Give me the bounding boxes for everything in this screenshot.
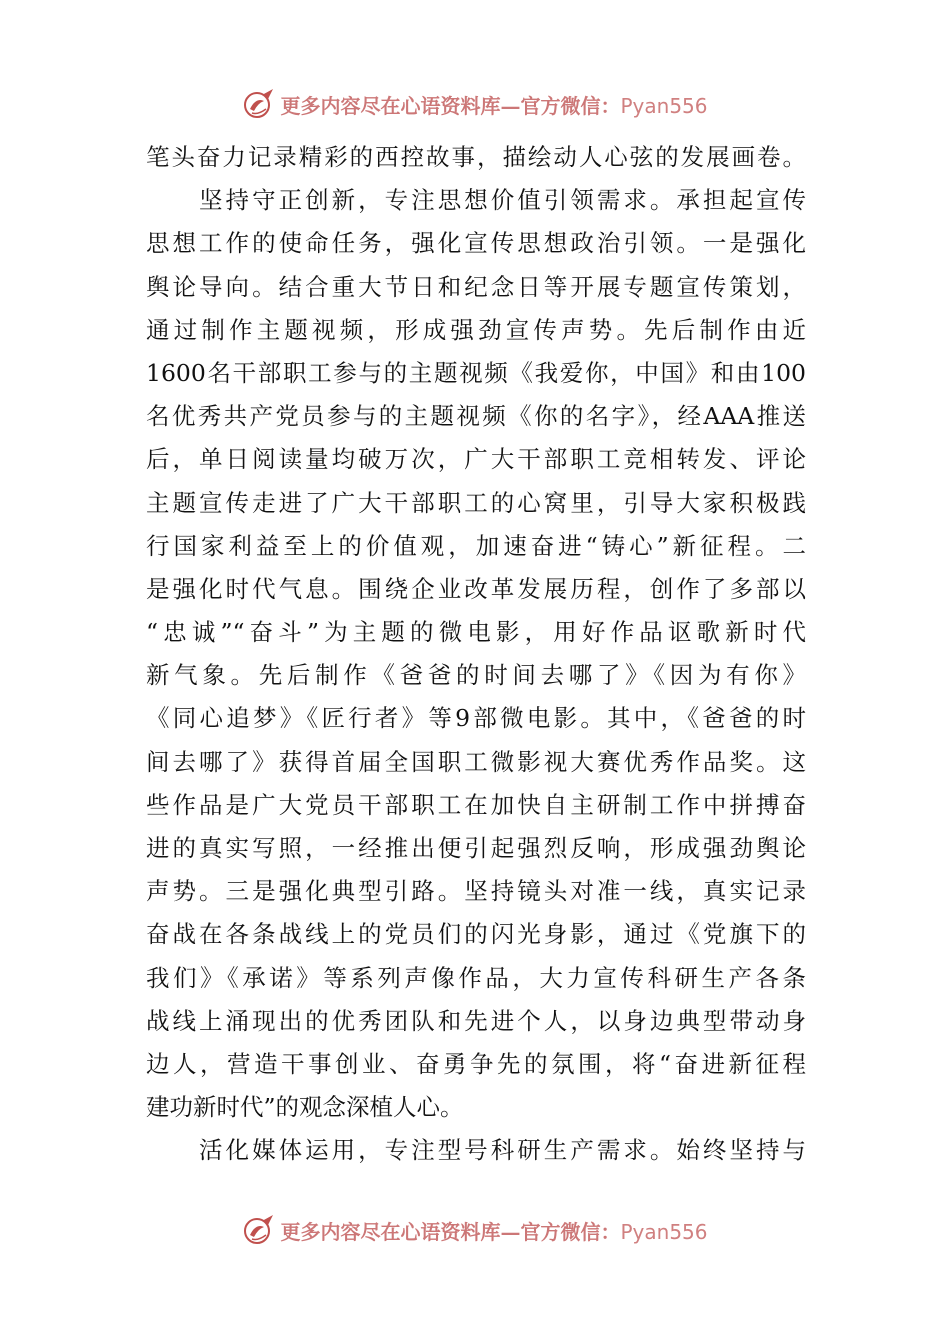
- text-line: 通过制作主题视频，形成强劲宣传声势。先后制作由近: [146, 315, 806, 344]
- text-line: 战线上涌现出的优秀团队和先进个人，以身边典型带动身: [146, 1006, 806, 1035]
- pen-logo-icon: [242, 1213, 276, 1247]
- watermark-separator: —: [500, 93, 521, 118]
- text-line: 新气象。先后制作《爸爸的时间去哪了》《因为有你》: [146, 661, 806, 690]
- watermark-text: [280, 90, 707, 119]
- header-watermark-banner: [0, 84, 950, 124]
- watermark-site-text: 更多内容尽在心语资料库: [280, 93, 501, 118]
- text-line: “忠诚”“奋斗”为主题的微电影，用好作品讴歌新时代: [146, 618, 806, 647]
- watermark-wechat-id: Pyan556: [620, 93, 708, 118]
- watermark-separator: —: [500, 1219, 521, 1244]
- text-line: 声势。三是强化典型引路。坚持镜头对准一线，真实记录: [146, 877, 806, 906]
- pen-logo-icon: [242, 87, 276, 121]
- text-line: 《同心追梦》《匠行者》等9部微电影。其中，《爸爸的时: [146, 704, 806, 733]
- text-line: 舆论导向。结合重大节日和纪念日等开展专题宣传策划，: [146, 272, 806, 301]
- text-line: 建功新时代”的观念深植人心。: [146, 1093, 464, 1122]
- text-line: 些作品是广大党员干部职工在加快自主研制工作中拼搏奋: [146, 790, 806, 819]
- text-line: 笔头奋力记录精彩的西控故事，描绘动人心弦的发展画卷。: [146, 143, 806, 171]
- text-line: 后，单日阅读量均破万次，广大干部职工竞相转发、评论: [146, 445, 806, 474]
- text-line: 思想工作的使命任务，强化宣传思想政治引领。一是强化: [146, 229, 806, 258]
- text-line: 坚持守正创新，专注思想价值引领需求。承担起宣传: [146, 186, 806, 215]
- text-line: 1600名干部职工参与的主题视频《我爱你，中国》和由100: [146, 358, 806, 387]
- text-line: 奋战在各条战线上的党员们的闪光身影，通过《党旗下的: [146, 920, 806, 949]
- text-line: 名优秀共产党员参与的主题视频《你的名字》，经AAA推送: [146, 402, 806, 431]
- watermark-text: [280, 1216, 707, 1245]
- text-line: 间去哪了》获得首届全国职工微影视大赛优秀作品奖。这: [146, 747, 806, 776]
- watermark-site-text: 更多内容尽在心语资料库: [280, 1219, 501, 1244]
- text-line: 边人，营造干事创业、奋勇争先的氛围，将“奋进新征程: [146, 1049, 806, 1078]
- watermark-wechat-label: 官方微信：: [520, 1219, 621, 1244]
- text-line: 是强化时代气息。围绕企业改革发展历程，创作了多部以: [146, 574, 806, 603]
- watermark-wechat-id: Pyan556: [620, 1219, 708, 1244]
- text-line: 活化媒体运用，专注型号科研生产需求。始终坚持与: [146, 1136, 806, 1165]
- document-body: [146, 136, 806, 1173]
- text-line: 进的真实写照，一经推出便引起强烈反响，形成强劲舆论: [146, 834, 806, 862]
- text-line: 我们》《承诺》等系列声像作品，大力宣传科研生产各条: [146, 963, 806, 992]
- text-line: 主题宣传走进了广大干部职工的心窝里，引导大家积极践: [146, 488, 806, 517]
- text-line: 行国家利益至上的价值观，加速奋进“铸心”新征程。二: [146, 531, 806, 560]
- footer-watermark-banner: [0, 1210, 950, 1250]
- watermark-wechat-label: 官方微信：: [520, 93, 621, 118]
